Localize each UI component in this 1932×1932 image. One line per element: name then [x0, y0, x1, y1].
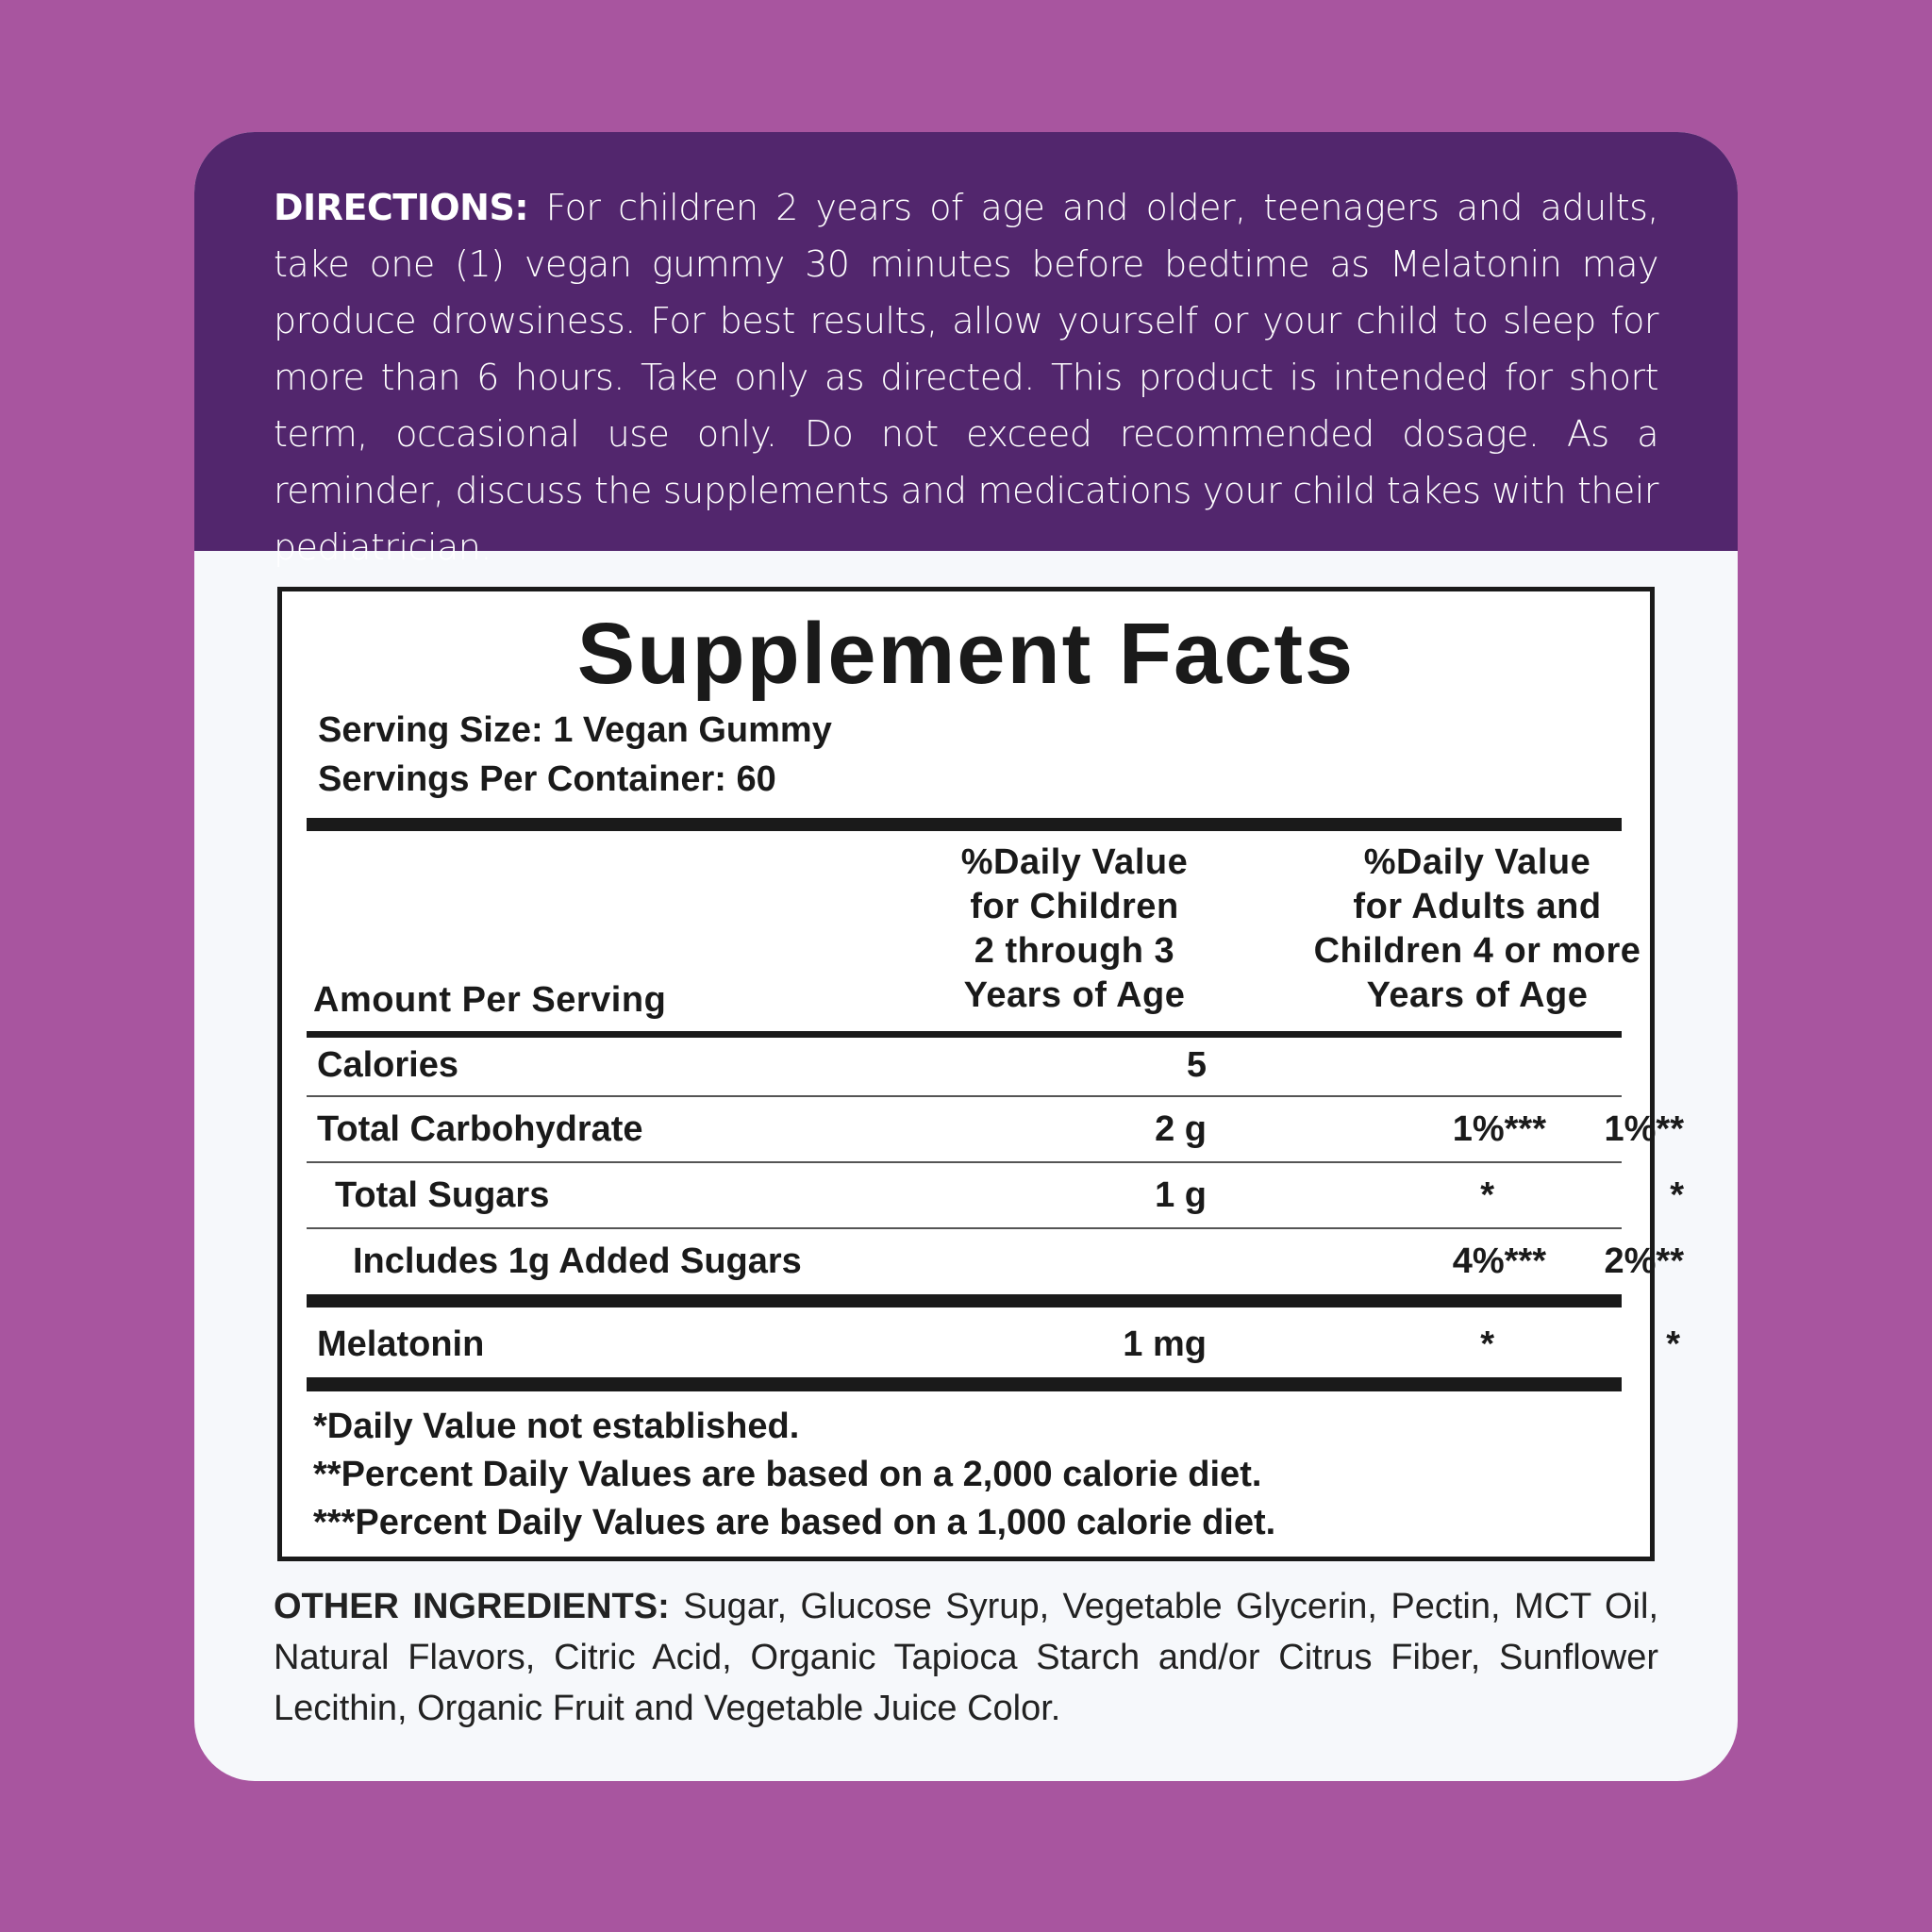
row-amount-total-carbohydrate: 2 g: [1155, 1109, 1207, 1149]
header-dv-children-line: for Children: [970, 887, 1179, 926]
header-dv-adults: [1270, 841, 1685, 1018]
other-ingredients: [274, 1581, 1658, 1734]
thick-divider: [307, 1377, 1622, 1391]
header-dv-adults-line: %Daily Value: [1363, 842, 1591, 882]
directions-panel: [194, 132, 1738, 568]
row-name-added-sugars: Includes 1g Added Sugars: [353, 1241, 802, 1281]
row-dv-adults-melatonin: *: [1666, 1324, 1680, 1364]
header-amount-per-serving: Amount Per Serving: [313, 980, 667, 1020]
footnote-dv-not-established: *Daily Value not established.: [313, 1407, 800, 1446]
header-dv-children-line: Years of Age: [963, 975, 1186, 1015]
row-divider: [307, 1095, 1622, 1097]
row-dv-children-total-carbohydrate: 1%***: [1452, 1109, 1546, 1149]
row-amount-calories: 5: [1186, 1045, 1207, 1085]
thick-divider: [307, 818, 1622, 831]
row-amount-melatonin: 1 mg: [1123, 1324, 1207, 1364]
row-dv-children-added-sugars: 4%***: [1452, 1241, 1546, 1281]
row-name-melatonin: Melatonin: [317, 1324, 485, 1364]
header-dv-children-line: %Daily Value: [960, 842, 1189, 882]
header-dv-adults-line: Years of Age: [1366, 975, 1589, 1015]
serving-size: Serving Size: 1 Vegan Gummy: [318, 710, 832, 750]
row-divider: [307, 1227, 1622, 1229]
directions-label: DIRECTIONS:: [274, 187, 529, 228]
supplement-facts-panel: [277, 587, 1684, 1561]
row-amount-total-sugars: 1 g: [1155, 1175, 1207, 1215]
header-dv-adults-line: for Adults and: [1353, 887, 1602, 926]
row-dv-children-total-sugars: *: [1480, 1175, 1494, 1215]
header-dv-children-line: 2 through 3: [974, 931, 1175, 971]
row-name-total-sugars: Total Sugars: [335, 1175, 550, 1215]
directions-body: For children 2 years of age and older, teenagers and adults, take one (1) vegan gummy 30 minutes before bedtime as Melatonin may produce drowsiness. For best results, allow yourself or your child to sleep for more than 6 hours. Take only as directed. This product is intended for short term, occasional use only. Do not exceed recommended dosage. As a reminder, discuss the supplements and medications your child takes with their pediatrician.: [274, 187, 1658, 568]
facts-title: Supplement Facts: [576, 606, 1356, 702]
row-dv-adults-added-sugars: 2%**: [1604, 1241, 1684, 1281]
directions-text: [274, 179, 1658, 575]
servings-per-container: Servings Per Container: 60: [318, 759, 776, 799]
header-dv-children: [876, 841, 1273, 1018]
row-name-total-carbohydrate: Total Carbohydrate: [317, 1109, 643, 1149]
row-dv-children-melatonin: *: [1480, 1324, 1494, 1364]
row-name-calories: Calories: [317, 1045, 458, 1085]
header-divider: [307, 1031, 1622, 1038]
footnote-1000-calorie: ***Percent Daily Values are based on a 1,000 calorie diet.: [313, 1503, 1276, 1542]
header-dv-adults-line: Children 4 or more: [1313, 931, 1641, 971]
thick-divider: [307, 1294, 1622, 1307]
ingredients-label: OTHER INGREDIENTS:: [274, 1587, 670, 1626]
ingredients-text: Sugar, Glucose Syrup, Vegetable Glycerin, Pectin, MCT Oil, Natural Flavors, Citric Acid, Organic Tapioca Starch and/or Citrus Fiber, Sunflower Lecithin, Organic Fruit and Vegetable Juice Color.: [274, 1587, 1659, 1728]
label-card: [194, 132, 1738, 1781]
row-dv-adults-total-sugars: *: [1670, 1175, 1684, 1215]
footnote-2000-calorie: **Percent Daily Values are based on a 2,000 calorie diet.: [313, 1455, 1262, 1494]
row-divider: [307, 1161, 1622, 1163]
row-dv-adults-total-carbohydrate: 1%**: [1604, 1109, 1684, 1149]
